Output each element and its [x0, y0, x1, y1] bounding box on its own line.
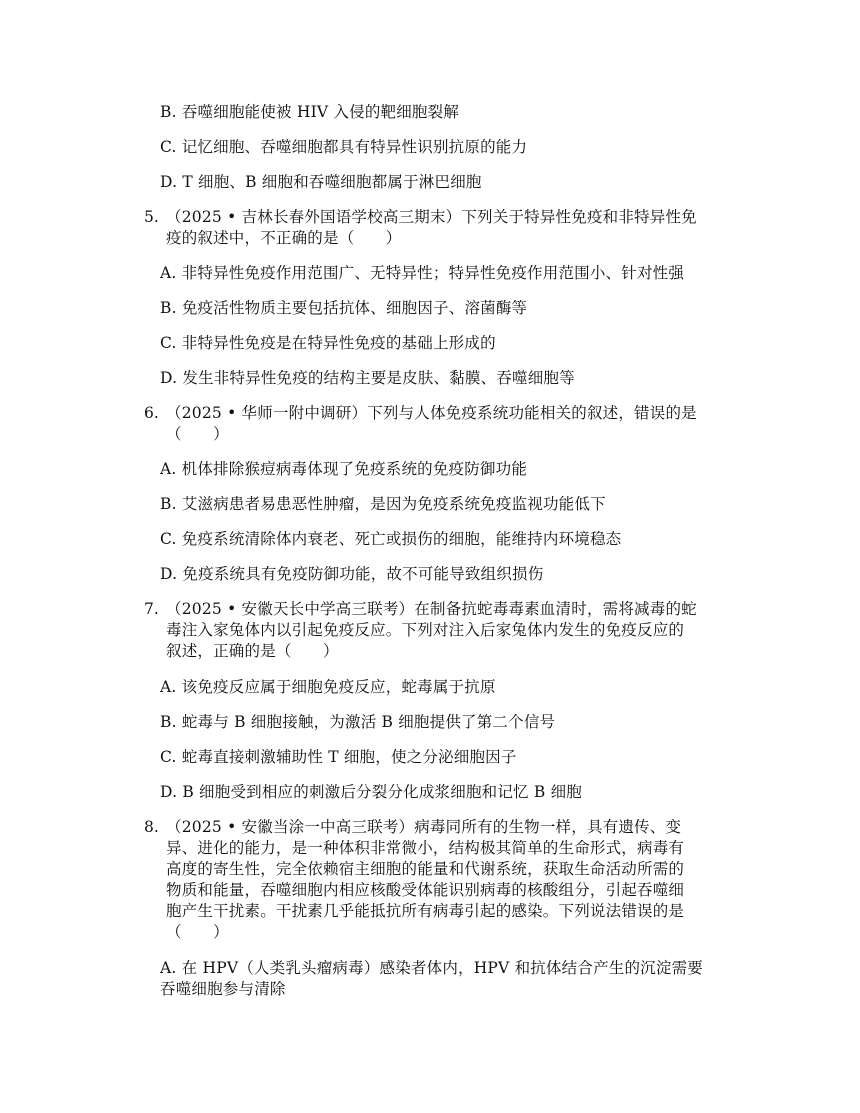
q6-option-c: C. 免疫系统清除体内衰老、死亡或损伤的细胞，能维持内环境稳态 [160, 530, 622, 548]
q7-stem-line-2: 毒注入家兔体内以引起免疫反应。下列对注入后家兔体内发生的免疫反应的 [166, 621, 685, 639]
q7-option-a: A. 该免疫反应属于细胞免疫反应，蛇毒属于抗原 [160, 678, 496, 696]
q5-stem-line-1: （2025 • 吉林长春外国语学校高三期末）下列关于特异性免疫和非特异性免 [166, 208, 697, 226]
q5-option-b: B. 免疫活性物质主要包括抗体、细胞因子、溶菌酶等 [160, 299, 528, 317]
q6-option-b: B. 艾滋病患者易患恶性肿瘤，是因为免疫系统免疫监视功能低下 [160, 495, 606, 513]
q5-option-a: A. 非特异性免疫作用范围广、无特异性；特异性免疫作用范围小、针对性强 [160, 264, 685, 282]
q8-stem-line-3: 高度的寄生性，完全依赖宿主细胞的能量和代谢系统，获取生命活动所需的 [166, 860, 685, 878]
q4-option-c: C. 记忆细胞、吞噬细胞都具有特异性识别抗原的能力 [160, 138, 528, 156]
q5-option-d: D. 发生非特异性免疫的结构主要是皮肤、黏膜、吞噬细胞等 [160, 369, 575, 387]
q7-option-b: B. 蛇毒与 B 细胞接触，为激活 B 细胞提供了第二个信号 [160, 713, 556, 731]
q8-stem-line-6: （ ） [166, 923, 229, 941]
q7-option-d: D. B 细胞受到相应的刺激后分裂分化成浆细胞和记忆 B 细胞 [160, 783, 582, 801]
q5-stem-line-2: 疫的叙述中，不正确的是（ ） [166, 229, 402, 247]
q5-option-c: C. 非特异性免疫是在特异性免疫的基础上形成的 [160, 334, 496, 352]
q6-number: 6. [144, 404, 159, 422]
q8-number: 8. [144, 818, 159, 836]
q8-stem-line-2: 异、进化的能力，是一种体积非常微小，结构极其简单的生命形式，病毒有 [166, 839, 685, 857]
q7-stem-line-1: （2025 • 安徽天长中学高三联考）在制备抗蛇毒毒素血清时，需将减毒的蛇 [166, 600, 697, 618]
q6-option-d: D. 免疫系统具有免疫防御功能，故不可能导致组织损伤 [160, 565, 544, 583]
q6-option-a: A. 机体排除猴痘病毒体现了免疫系统的免疫防御功能 [160, 460, 528, 478]
q6-stem-line-2: （ ） [166, 425, 229, 443]
q8-stem-line-5: 胞产生干扰素。干扰素几乎能抵抗所有病毒引起的感染。下列说法错误的是 [166, 902, 685, 920]
q8-option-a-line-1: A. 在 HPV（人类乳头瘤病毒）感染者体内，HPV 和抗体结合产生的沉淀需要 [160, 959, 703, 977]
q6-stem-line-1: （2025 • 华师一附中调研）下列与人体免疫系统功能相关的叙述，错误的是 [166, 404, 697, 422]
q8-option-a-line-2: 吞噬细胞参与清除 [160, 980, 286, 998]
q5-number: 5. [144, 208, 159, 226]
q4-option-b: B. 吞噬细胞能使被 HIV 入侵的靶细胞裂解 [160, 103, 460, 121]
q7-option-c: C. 蛇毒直接刺激辅助性 T 细胞，使之分泌细胞因子 [160, 748, 517, 766]
q7-number: 7. [144, 600, 159, 618]
q8-stem-line-1: （2025 • 安徽当涂一中高三联考）病毒同所有的生物一样，具有遗传、变 [166, 818, 682, 836]
q4-option-d: D. T 细胞、B 细胞和吞噬细胞都属于淋巴细胞 [160, 173, 482, 191]
q8-stem-line-4: 物质和能量，吞噬细胞内相应核酸受体能识别病毒的核酸组分，引起吞噬细 [166, 881, 685, 899]
q7-stem-line-3: 叙述，正确的是（ ） [166, 642, 339, 660]
